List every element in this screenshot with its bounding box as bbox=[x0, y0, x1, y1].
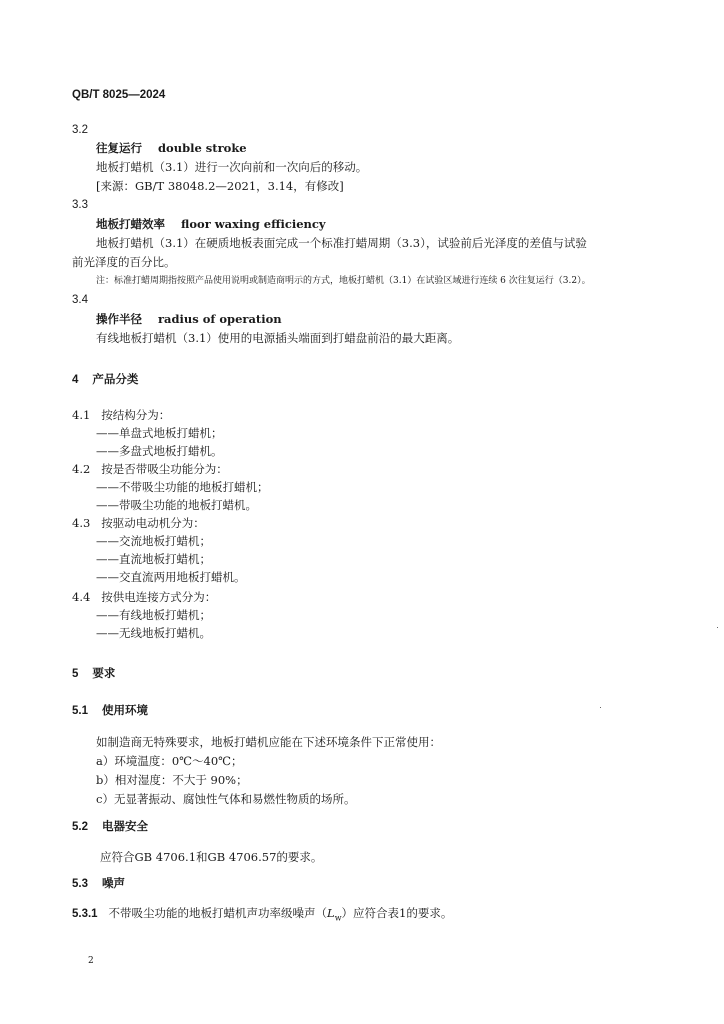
clause-number: 4.1 bbox=[72, 408, 91, 422]
clause-number: 4.3 bbox=[72, 516, 91, 530]
list-item: ——直流地板打蜡机； bbox=[96, 552, 211, 566]
symbol: L bbox=[327, 906, 335, 920]
clause-4-2 bbox=[72, 464, 228, 476]
section-number: 5 bbox=[72, 668, 79, 680]
section-title: 产品分类 bbox=[92, 374, 139, 386]
clause-number-3-4: 3.4 bbox=[72, 294, 88, 306]
clause-5-3-heading bbox=[72, 879, 125, 891]
clause-4-1 bbox=[72, 410, 170, 422]
clause-5-3-1 bbox=[72, 908, 452, 922]
term-floor-waxing-efficiency bbox=[96, 219, 326, 231]
definition-3-3-line2: 前光泽度的百分比。 bbox=[72, 255, 176, 269]
section-title: 要求 bbox=[92, 668, 116, 680]
definition-3-4: 有线地板打蜡机（3.1）使用的电源插头端面到打蜡盘前沿的最大距离。 bbox=[96, 331, 460, 345]
clause-5-1-intro: 如制造商无特殊要求，地板打蜡机应能在下述环境条件下正常使用： bbox=[96, 735, 441, 749]
document-code: QB/T 8025—2024 bbox=[72, 89, 166, 101]
clause-4-4 bbox=[72, 592, 216, 604]
symbol-subscript: w bbox=[334, 913, 342, 923]
scan-speck bbox=[600, 707, 601, 708]
clause-text-before: 不带吸尘功能的地板打蜡机声功率级噪声（ bbox=[108, 906, 328, 920]
clause-text: 按供电连接方式分为： bbox=[101, 590, 217, 604]
list-item: ——交直流两用地板打蜡机。 bbox=[96, 570, 246, 584]
clause-title: 使用环境 bbox=[102, 705, 148, 717]
list-item: c）无显著振动、腐蚀性气体和易燃性物质的场所。 bbox=[96, 792, 356, 806]
definition-3-2: 地板打蜡机（3.1）进行一次向前和一次向后的移动。 bbox=[96, 160, 368, 174]
section-5-heading bbox=[72, 669, 115, 681]
list-item: b）相对湿度：不大于 90%； bbox=[96, 773, 248, 787]
source-3-2: [来源：GB/T 38048.2—2021，3.14，有修改] bbox=[96, 179, 344, 193]
clause-5-2-heading bbox=[72, 822, 148, 834]
list-item: ——无线地板打蜡机。 bbox=[96, 626, 211, 640]
clause-title: 电器安全 bbox=[102, 821, 148, 833]
list-item: ——带吸尘功能的地板打蜡机。 bbox=[96, 498, 257, 512]
clause-number: 5.1 bbox=[72, 705, 88, 717]
list-item: ——有线地板打蜡机； bbox=[96, 608, 211, 622]
clause-number-3-3: 3.3 bbox=[72, 199, 88, 211]
term-en: floor waxing efficiency bbox=[181, 217, 326, 231]
term-cn: 地板打蜡效率 bbox=[96, 217, 165, 231]
term-en: double stroke bbox=[158, 141, 247, 155]
clause-number: 4.4 bbox=[72, 590, 91, 604]
clause-text-after: ）应符合表1的要求。 bbox=[341, 906, 453, 920]
clause-number-3-2: 3.2 bbox=[72, 124, 88, 136]
page-number: 2 bbox=[88, 956, 94, 966]
clause-4-3 bbox=[72, 518, 205, 530]
clause-5-2-text: 应符合GB 4706.1和GB 4706.57的要求。 bbox=[100, 850, 323, 864]
term-en: radius of operation bbox=[158, 312, 282, 326]
section-number: 4 bbox=[72, 374, 79, 386]
term-cn: 往复运行 bbox=[96, 141, 142, 155]
term-double-stroke bbox=[96, 143, 247, 155]
clause-text: 按驱动电动机分为： bbox=[101, 516, 205, 530]
scan-speck bbox=[717, 627, 718, 628]
clause-number: 5.3 bbox=[72, 878, 88, 890]
clause-number: 4.2 bbox=[72, 462, 91, 476]
list-item: ——多盘式地板打蜡机。 bbox=[96, 444, 223, 458]
note-3-3: 注：标准打蜡周期指按照产品使用说明或制造商明示的方式，地板打蜡机（3.1）在试验区域进行连续 6 次往复运行（3.2）。 bbox=[96, 276, 591, 286]
term-radius-of-operation bbox=[96, 314, 282, 326]
clause-number: 5.3.1 bbox=[72, 908, 98, 920]
section-4-heading bbox=[72, 375, 138, 387]
list-item: a）环境温度：0℃～40℃； bbox=[96, 754, 243, 768]
list-item: ——单盘式地板打蜡机； bbox=[96, 426, 223, 440]
list-item: ——交流地板打蜡机； bbox=[96, 534, 211, 548]
clause-title: 噪声 bbox=[102, 878, 125, 890]
clause-number: 5.2 bbox=[72, 821, 88, 833]
clause-text: 按是否带吸尘功能分为： bbox=[101, 462, 228, 476]
definition-3-3-line1: 地板打蜡机（3.1）在硬质地板表面完成一个标准打蜡周期（3.3），试验前后光泽度的差值与试验 bbox=[96, 236, 587, 250]
clause-5-1-heading bbox=[72, 706, 148, 718]
term-cn: 操作半径 bbox=[96, 312, 142, 326]
clause-text: 按结构分为： bbox=[101, 408, 171, 422]
list-item: ——不带吸尘功能的地板打蜡机； bbox=[96, 480, 269, 494]
